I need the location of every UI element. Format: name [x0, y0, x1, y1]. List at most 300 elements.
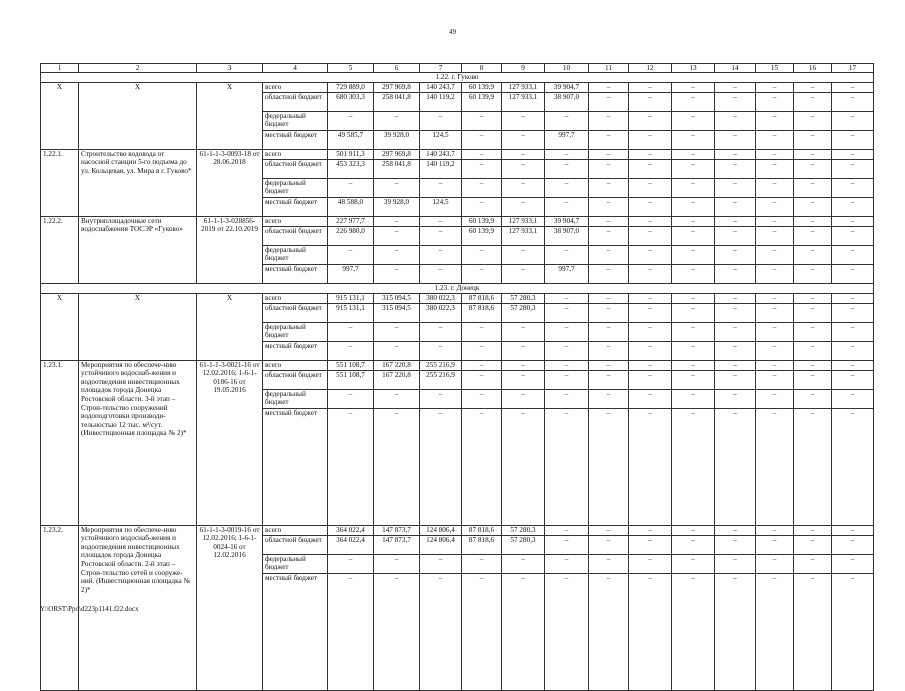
budget-value: –	[629, 303, 672, 322]
budget-value: –	[545, 573, 589, 690]
budget-value: –	[629, 360, 672, 370]
budget-value: –	[672, 178, 715, 197]
budget-value: 48 588,0	[328, 197, 374, 216]
budget-table	[40, 63, 874, 691]
budget-value: –	[832, 216, 874, 226]
budget-value: –	[589, 226, 629, 245]
budget-value: –	[756, 389, 794, 408]
budget-value: –	[672, 370, 715, 389]
budget-value: –	[328, 245, 374, 264]
budget-value: –	[756, 264, 794, 283]
budget-value: –	[629, 293, 672, 303]
budget-value: 315 094,5	[374, 293, 420, 303]
budget-value: –	[794, 83, 832, 93]
budget-value: –	[794, 111, 832, 130]
budget-value: –	[715, 370, 756, 389]
budget-value: 915 131,1	[328, 303, 374, 322]
budget-value: –	[794, 245, 832, 264]
budget-value: 915 131,1	[328, 293, 374, 303]
budget-value: 127 933,1	[502, 92, 545, 111]
budget-type: федеральный бюджет	[263, 178, 328, 197]
document-number: 61-1-1-3-0019-16 от 12.02.2016; 1-6-1-0024-16 от 12.02.2016	[197, 525, 263, 690]
budget-value: –	[629, 92, 672, 111]
project-name: Мероприятия по обеспече-нию устойчивого водоснаб-жения и водоотведения инвестиционных площадок города Донецка Ростовской области. 3-й этап – Строи-тельство сооружений водоподготовки производи-тельностью 12 тыс. м³/сут. (Инвестиционная площадка № 2)*	[79, 360, 197, 525]
budget-value: –	[589, 389, 629, 408]
budget-value: 124,5	[420, 130, 462, 149]
budget-value: 297 969,8	[374, 83, 420, 93]
budget-value: –	[794, 149, 832, 159]
column-number: 7	[420, 64, 462, 73]
budget-value: –	[832, 111, 874, 130]
budget-value: –	[832, 92, 874, 111]
budget-value: –	[672, 245, 715, 264]
project-name: Строительство водовода от насосной станции 5-го подъема до ул. Кольцевая, ул. Мира в г. Гуково*	[79, 149, 197, 216]
budget-value: 39 904,7	[545, 83, 589, 93]
budget-value: –	[715, 408, 756, 525]
budget-value: 127 933,1	[502, 216, 545, 226]
budget-value: –	[832, 341, 874, 360]
budget-value: –	[794, 389, 832, 408]
budget-value: –	[502, 245, 545, 264]
budget-value: –	[672, 111, 715, 130]
budget-value: –	[715, 525, 756, 535]
budget-value: 57 280,3	[502, 535, 545, 554]
budget-value: –	[756, 216, 794, 226]
budget-value: –	[672, 360, 715, 370]
budget-value: –	[629, 554, 672, 573]
budget-value: –	[629, 341, 672, 360]
budget-value: 501 911,3	[328, 149, 374, 159]
budget-value: –	[832, 245, 874, 264]
section-header-row	[41, 73, 874, 83]
budget-row	[41, 216, 874, 226]
budget-value: –	[832, 525, 874, 535]
document-number: 61-1-1-3-0021-16 от 12.02.2016; 1-6-1-0186-16 от 19.05.2016	[197, 360, 263, 525]
budget-value: 60 139,9	[462, 83, 502, 93]
budget-type: областной бюджет	[263, 303, 328, 322]
budget-type: федеральный бюджет	[263, 554, 328, 573]
budget-value: –	[832, 197, 874, 216]
budget-type: областной бюджет	[263, 226, 328, 245]
budget-value: –	[794, 360, 832, 370]
budget-value: 167 220,8	[374, 370, 420, 389]
budget-row	[41, 149, 874, 159]
budget-value: 140 119,2	[420, 159, 462, 178]
budget-value: –	[794, 130, 832, 149]
column-number: 11	[589, 64, 629, 73]
budget-value: –	[629, 159, 672, 178]
budget-value: 124,5	[420, 197, 462, 216]
budget-value: –	[502, 197, 545, 216]
budget-value: –	[629, 573, 672, 690]
budget-value: –	[545, 341, 589, 360]
budget-value: –	[672, 341, 715, 360]
budget-value: –	[832, 83, 874, 93]
budget-value: –	[374, 264, 420, 283]
budget-value: –	[374, 216, 420, 226]
budget-value: –	[589, 370, 629, 389]
budget-value: 255 216,9	[420, 370, 462, 389]
budget-value: –	[462, 149, 502, 159]
budget-value: –	[832, 178, 874, 197]
budget-type: местный бюджет	[263, 341, 328, 360]
budget-type: областной бюджет	[263, 159, 328, 178]
budget-value: –	[374, 245, 420, 264]
budget-value: –	[715, 92, 756, 111]
budget-value: –	[756, 111, 794, 130]
budget-row	[41, 525, 874, 535]
budget-value: –	[589, 303, 629, 322]
budget-value: –	[715, 130, 756, 149]
budget-value: –	[629, 111, 672, 130]
budget-value: –	[629, 322, 672, 341]
section-header-row	[41, 283, 874, 293]
budget-value: –	[420, 573, 462, 690]
budget-value: –	[756, 159, 794, 178]
budget-value: –	[832, 303, 874, 322]
column-number: 13	[672, 64, 715, 73]
budget-value: –	[715, 573, 756, 690]
budget-value: –	[794, 216, 832, 226]
budget-type: всего	[263, 525, 328, 535]
budget-value: –	[672, 216, 715, 226]
budget-value: –	[374, 341, 420, 360]
budget-type: областной бюджет	[263, 370, 328, 389]
budget-value: –	[462, 360, 502, 370]
budget-value: 364 022,4	[328, 525, 374, 535]
project-name: Внутриплощадочные сети водоснабжения ТОСЭР «Гуково»	[79, 216, 197, 283]
budget-type: федеральный бюджет	[263, 111, 328, 130]
budget-value: 39 904,7	[545, 216, 589, 226]
budget-type: всего	[263, 149, 328, 159]
budget-value: –	[545, 303, 589, 322]
budget-value: –	[328, 111, 374, 130]
budget-value: –	[756, 197, 794, 216]
budget-value: –	[715, 159, 756, 178]
page-number: 49	[449, 28, 456, 36]
budget-value: 380 022,3	[420, 303, 462, 322]
budget-value: –	[629, 389, 672, 408]
budget-value: –	[756, 149, 794, 159]
budget-value: –	[589, 149, 629, 159]
budget-value: –	[629, 149, 672, 159]
budget-type: всего	[263, 293, 328, 303]
budget-value: –	[756, 303, 794, 322]
budget-value: –	[715, 226, 756, 245]
budget-value: –	[502, 111, 545, 130]
budget-value: 255 216,9	[420, 360, 462, 370]
column-number: 8	[462, 64, 502, 73]
budget-value: 60 139,9	[462, 216, 502, 226]
column-number: 10	[545, 64, 589, 73]
budget-value: –	[374, 111, 420, 130]
budget-value: –	[589, 178, 629, 197]
budget-value: –	[715, 83, 756, 93]
budget-type: всего	[263, 216, 328, 226]
budget-value: –	[420, 389, 462, 408]
budget-value: –	[832, 226, 874, 245]
budget-value: 38 907,0	[545, 92, 589, 111]
budget-value: –	[715, 245, 756, 264]
section-title: 1.22. г. Гуково	[41, 73, 874, 83]
column-number-row	[41, 64, 874, 73]
budget-value: 167 220,8	[374, 360, 420, 370]
budget-value: –	[672, 389, 715, 408]
budget-value: –	[545, 245, 589, 264]
budget-value: –	[462, 408, 502, 525]
section-title: 1.23. г. Донецк	[41, 283, 874, 293]
budget-value: 140 243,7	[420, 83, 462, 93]
budget-value: –	[629, 83, 672, 93]
budget-value: –	[545, 554, 589, 573]
column-number: 2	[79, 64, 197, 73]
budget-value: 87 818,6	[462, 525, 502, 535]
budget-value: –	[374, 408, 420, 525]
row-number: 1.22.1.	[41, 149, 79, 216]
budget-value: –	[672, 408, 715, 525]
budget-type: местный бюджет	[263, 573, 328, 690]
budget-row	[41, 293, 874, 303]
budget-value: –	[672, 264, 715, 283]
budget-value: –	[328, 389, 374, 408]
budget-value: –	[545, 535, 589, 554]
budget-value: –	[545, 178, 589, 197]
budget-value: –	[756, 360, 794, 370]
budget-value: –	[832, 360, 874, 370]
budget-value: 997,7	[328, 264, 374, 283]
budget-value: 57 280,3	[502, 293, 545, 303]
row-number: 1.22.2.	[41, 216, 79, 283]
budget-value: –	[794, 322, 832, 341]
budget-type: местный бюджет	[263, 408, 328, 525]
budget-value: –	[794, 178, 832, 197]
budget-value: –	[462, 197, 502, 216]
document-number: Х	[197, 293, 263, 360]
budget-value: –	[420, 322, 462, 341]
column-number: 15	[756, 64, 794, 73]
budget-type: областной бюджет	[263, 92, 328, 111]
budget-value: –	[715, 303, 756, 322]
budget-value: –	[756, 408, 794, 525]
budget-value: –	[374, 226, 420, 245]
budget-value: –	[462, 264, 502, 283]
budget-value: –	[672, 322, 715, 341]
budget-type: всего	[263, 360, 328, 370]
budget-value: –	[545, 389, 589, 408]
budget-value: 39 928,0	[374, 197, 420, 216]
budget-value: –	[462, 554, 502, 573]
project-name: Мероприятия по обеспече-нию устойчивого водоснаб-жения и водоотведения инвестиционных площадок города Донецка Ростовской области. 2-й этап – Строи-тельство сетей и сооруже-ний. (Инвестиционная площадка № 2)*	[79, 525, 197, 690]
budget-value: –	[374, 178, 420, 197]
budget-value: –	[545, 149, 589, 159]
budget-value: –	[794, 264, 832, 283]
budget-value: 729 889,0	[328, 83, 374, 93]
budget-value: –	[832, 408, 874, 525]
budget-value: 38 907,0	[545, 226, 589, 245]
budget-value: –	[420, 408, 462, 525]
budget-value: –	[629, 264, 672, 283]
budget-value: –	[462, 178, 502, 197]
budget-value: –	[672, 159, 715, 178]
budget-value: –	[794, 341, 832, 360]
budget-value: –	[715, 341, 756, 360]
budget-value: 147 873,7	[374, 525, 420, 535]
budget-value: –	[502, 159, 545, 178]
budget-value: –	[629, 178, 672, 197]
budget-value: –	[589, 130, 629, 149]
budget-type: федеральный бюджет	[263, 245, 328, 264]
budget-value: –	[589, 92, 629, 111]
budget-value: –	[629, 535, 672, 554]
row-number: 1.23.1.	[41, 360, 79, 525]
column-number: 6	[374, 64, 420, 73]
column-number: 9	[502, 64, 545, 73]
budget-value: –	[545, 408, 589, 525]
budget-value: –	[715, 149, 756, 159]
budget-value: –	[374, 322, 420, 341]
budget-value: –	[794, 293, 832, 303]
budget-value: 258 041,8	[374, 92, 420, 111]
budget-value: –	[756, 293, 794, 303]
budget-value: –	[629, 216, 672, 226]
project-name: Х	[79, 293, 197, 360]
budget-value: –	[832, 554, 874, 573]
budget-value: –	[756, 245, 794, 264]
budget-value: –	[502, 370, 545, 389]
budget-value: –	[756, 92, 794, 111]
budget-value: –	[629, 370, 672, 389]
budget-value: 49 585,7	[328, 130, 374, 149]
budget-value: –	[672, 573, 715, 690]
budget-value: –	[545, 197, 589, 216]
budget-value: –	[589, 83, 629, 93]
column-number: 17	[832, 64, 874, 73]
budget-value: 147 873,7	[374, 535, 420, 554]
budget-value: 551 108,7	[328, 360, 374, 370]
budget-value: 127 933,1	[502, 226, 545, 245]
budget-value: –	[589, 408, 629, 525]
budget-value: –	[794, 573, 832, 690]
budget-row	[41, 360, 874, 370]
budget-value: –	[589, 264, 629, 283]
budget-value: –	[545, 360, 589, 370]
budget-type: местный бюджет	[263, 197, 328, 216]
project-name: Х	[79, 83, 197, 150]
budget-value: –	[328, 554, 374, 573]
budget-value: 380 022,3	[420, 293, 462, 303]
budget-value: –	[672, 130, 715, 149]
budget-value: –	[502, 341, 545, 360]
budget-value: 60 139,9	[462, 92, 502, 111]
budget-value: 997,7	[545, 130, 589, 149]
budget-value: –	[832, 159, 874, 178]
column-number: 12	[629, 64, 672, 73]
budget-value: –	[462, 341, 502, 360]
budget-value: 57 280,3	[502, 303, 545, 322]
budget-value: –	[502, 389, 545, 408]
budget-value: –	[715, 216, 756, 226]
budget-value: –	[462, 573, 502, 690]
budget-value: –	[629, 408, 672, 525]
budget-value: –	[756, 554, 794, 573]
budget-value: 57 280,3	[502, 525, 545, 535]
budget-value: –	[462, 111, 502, 130]
budget-value: 127 933,1	[502, 83, 545, 93]
budget-value: –	[462, 322, 502, 341]
budget-value: –	[328, 178, 374, 197]
budget-value: –	[420, 554, 462, 573]
budget-value: –	[794, 159, 832, 178]
budget-value: –	[832, 535, 874, 554]
budget-value: –	[756, 370, 794, 389]
budget-value: –	[374, 554, 420, 573]
budget-value: –	[328, 573, 374, 690]
budget-type: всего	[263, 83, 328, 93]
column-number: 3	[197, 64, 263, 73]
budget-value: –	[715, 360, 756, 370]
budget-value: –	[794, 92, 832, 111]
budget-value: –	[629, 226, 672, 245]
budget-value: –	[715, 111, 756, 130]
budget-value: 140 243,7	[420, 149, 462, 159]
budget-value: 124 806,4	[420, 525, 462, 535]
budget-value: –	[502, 360, 545, 370]
budget-value: –	[672, 226, 715, 245]
budget-value: –	[589, 322, 629, 341]
budget-value: –	[420, 264, 462, 283]
budget-value: 60 139,9	[462, 226, 502, 245]
column-number: 16	[794, 64, 832, 73]
budget-value: –	[756, 573, 794, 690]
budget-value: –	[462, 159, 502, 178]
budget-value: –	[794, 303, 832, 322]
budget-value: 680 303,3	[328, 92, 374, 111]
budget-value: –	[502, 130, 545, 149]
column-number: 14	[715, 64, 756, 73]
budget-value: –	[502, 573, 545, 690]
budget-value: –	[832, 370, 874, 389]
budget-row	[41, 83, 874, 93]
budget-value: 39 928,0	[374, 130, 420, 149]
budget-type: местный бюджет	[263, 130, 328, 149]
budget-type: федеральный бюджет	[263, 389, 328, 408]
budget-value: –	[794, 525, 832, 535]
budget-value: –	[629, 197, 672, 216]
budget-value: 87 818,6	[462, 293, 502, 303]
budget-value: –	[462, 245, 502, 264]
budget-value: –	[715, 293, 756, 303]
budget-value: –	[545, 111, 589, 130]
document-number: Х	[197, 83, 263, 150]
budget-value: –	[672, 197, 715, 216]
budget-value: –	[589, 293, 629, 303]
budget-value: –	[502, 408, 545, 525]
budget-value: –	[672, 303, 715, 322]
budget-value: –	[672, 92, 715, 111]
budget-value: –	[672, 83, 715, 93]
budget-value: –	[502, 264, 545, 283]
budget-value: –	[794, 226, 832, 245]
row-number: 1.23.2.	[41, 525, 79, 690]
budget-value: –	[589, 341, 629, 360]
budget-value: –	[589, 360, 629, 370]
budget-value: –	[756, 322, 794, 341]
budget-value: –	[715, 197, 756, 216]
budget-value: –	[756, 535, 794, 554]
budget-value: –	[374, 573, 420, 690]
budget-value: –	[629, 525, 672, 535]
budget-value: 124 806,4	[420, 535, 462, 554]
